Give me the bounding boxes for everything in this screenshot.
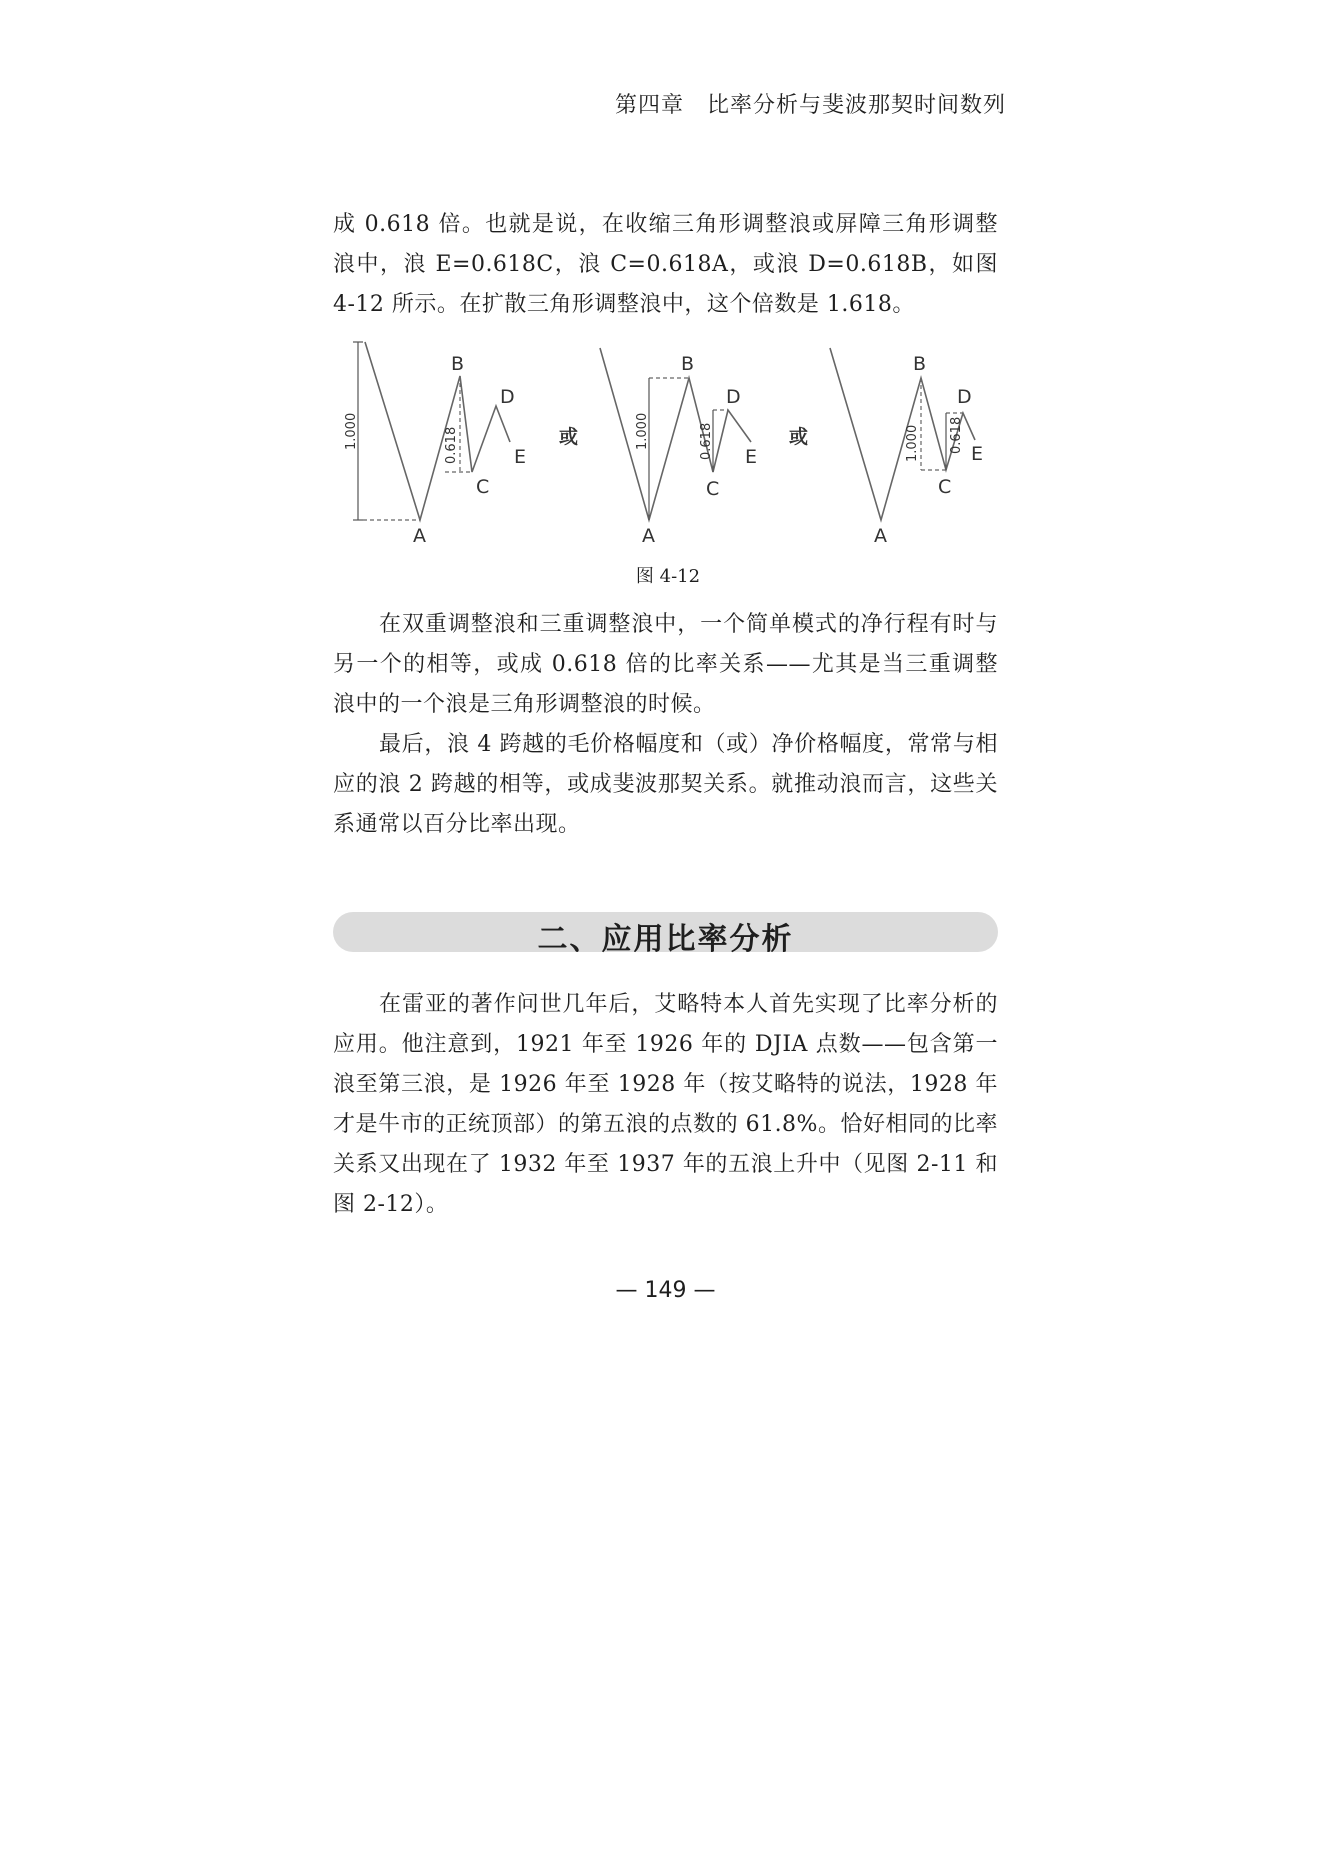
page-number: — 149 — bbox=[615, 1278, 716, 1303]
wave-label-e: E bbox=[514, 446, 527, 468]
figure-caption: 图 4-12 bbox=[635, 566, 701, 587]
figure-4-12 bbox=[333, 330, 1003, 570]
paragraph: 在雷亚的著作问世几年后，艾略特本人首先实现了比率分析的应用。他注意到，1921 年至 1926 年的 DJIA 点数——包含第一浪至第三浪，是 1926 年至 1928 年（按艾略特的说法，1928 年才是牛市的正统顶部）的第五浪的点数的 61.8%。恰好相同的比率关系又出现在了 1932 年至 1937 年的五浪上升中（见图 2-11 和图 2-12）。 bbox=[333, 992, 998, 1217]
section-text bbox=[333, 985, 998, 1225]
ratio-label-fib: 0.618 bbox=[949, 416, 964, 454]
wave-label-b: B bbox=[681, 353, 695, 375]
section-heading bbox=[333, 912, 998, 957]
paragraph: 在双重调整浪和三重调整浪中，一个简单模式的净行程有时与另一个的相等，或成 0.618 倍的比率关系——尤其是当三重调整浪中的一个浪是三角形调整浪的时候。 bbox=[333, 612, 998, 717]
or-separator: 或 bbox=[559, 426, 579, 448]
section-title: 二、应用比率分析 bbox=[537, 922, 794, 957]
wave-label-d: D bbox=[726, 386, 741, 408]
paragraph: 最后，浪 4 跨越的毛价格幅度和（或）净价格幅度，常常与相应的浪 2 跨越的相等，或成斐波那契关系。就推动浪而言，这些关系通常以百分比率出现。 bbox=[333, 732, 998, 837]
running-header: 第四章 比率分析与斐波那契时间数列 bbox=[615, 93, 1007, 118]
ratio-label-fib: 0.618 bbox=[699, 422, 714, 460]
wave-label-d: D bbox=[957, 386, 972, 408]
paragraph: 成 0.618 倍。也就是说，在收缩三角形调整浪或屏障三角形调整浪中，浪 E=0.618C，浪 C=0.618A，或浪 D=0.618B，如图 4-12 所示。在扩散三角形调整浪中，这个倍数是 1.618。 bbox=[333, 212, 998, 317]
triangle-wave-diagrams bbox=[333, 330, 1003, 570]
wave-label-d: D bbox=[500, 386, 515, 408]
intro-text bbox=[333, 205, 998, 325]
wave-label-e: E bbox=[971, 443, 984, 465]
diagram-contracting-1 bbox=[344, 342, 526, 547]
wave-label-a: A bbox=[642, 525, 655, 547]
ratio-label-fib: 0.618 bbox=[444, 426, 459, 464]
diagram-contracting-3 bbox=[830, 348, 983, 547]
or-separator: 或 bbox=[789, 426, 809, 448]
wave-label-e: E bbox=[745, 446, 758, 468]
wave-label-c: C bbox=[476, 476, 490, 498]
ratio-label-full: 1.000 bbox=[344, 412, 359, 450]
wave-label-b: B bbox=[913, 353, 927, 375]
wave-label-a: A bbox=[413, 525, 426, 547]
wave-label-b: B bbox=[451, 353, 465, 375]
wave-label-c: C bbox=[938, 476, 952, 498]
diagram-contracting-2 bbox=[600, 348, 757, 547]
ratio-label-full: 1.000 bbox=[905, 424, 920, 462]
ratio-label-full: 1.000 bbox=[635, 412, 650, 450]
wave-label-a: A bbox=[874, 525, 887, 547]
middle-text bbox=[333, 605, 998, 845]
wave-label-c: C bbox=[706, 478, 720, 500]
